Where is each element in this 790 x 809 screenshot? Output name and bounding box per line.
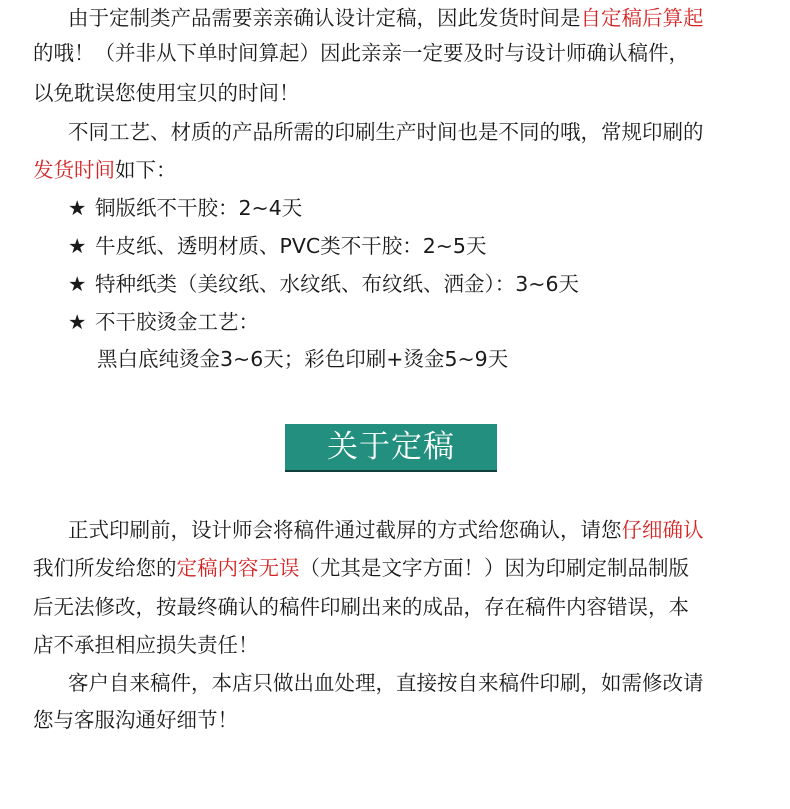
highlight-text: 定稿内容无误 — [176, 556, 300, 580]
shipping-intro-line — [68, 5, 704, 31]
shipping-line: 的哦！（并非从下单时间算起）因此亲亲一定要及时与设计师确认稿件， — [33, 41, 689, 65]
proof-line: 店不承担相应损失责任！ — [33, 633, 259, 657]
star-icon: ★ — [68, 234, 87, 258]
list-subitem: 黑白底纯烫金3~6天；彩色印刷+烫金5~9天 — [97, 347, 509, 371]
highlight-text: 发货时间 — [33, 158, 115, 182]
proof-line: 后无法修改，按最终确认的稿件印刷出来的成品，存在稿件内容错误，本 — [33, 595, 689, 619]
proof-line: 客户自来稿件，本店只做出血处理，直接按自来稿件印刷，如需修改请 — [68, 671, 704, 695]
shipping-line: 不同工艺、材质的产品所需的印刷生产时间也是不同的哦，常规印刷的 — [68, 120, 704, 144]
list-item — [68, 195, 302, 221]
proof-line — [68, 517, 704, 543]
list-item — [68, 309, 259, 335]
shipping-line: 以免耽误您使用宝贝的时间！ — [33, 81, 300, 105]
proof-line: 您与客服沟通好细节！ — [33, 708, 238, 732]
list-item-text: 不干胶烫金工艺： — [95, 310, 259, 334]
text: （尤其是文字方面！）因为印刷定制品制版 — [299, 556, 689, 580]
text: 如下： — [115, 158, 177, 182]
list-item — [68, 271, 579, 297]
text: 由于定制类产品需要亲亲确认设计定稿，因此发货时间是 — [68, 6, 581, 30]
list-item-text: 牛皮纸、透明材质、PVC类不干胶：2~5天 — [95, 234, 487, 258]
highlight-text: 自定稿后算起 — [580, 6, 704, 30]
star-icon: ★ — [68, 196, 87, 220]
list-item-text: 特种纸类（美纹纸、水纹纸、布纹纸、洒金）：3~6天 — [95, 272, 580, 296]
list-item — [68, 233, 486, 259]
proof-line — [33, 555, 689, 581]
list-item-text: 铜版纸不干胶：2~4天 — [95, 196, 303, 220]
star-icon: ★ — [68, 310, 87, 334]
text: 我们所发给您的 — [33, 556, 177, 580]
section-header-about-proof: 关于定稿 — [285, 424, 497, 470]
shipping-line — [33, 157, 177, 183]
star-icon: ★ — [68, 272, 87, 296]
highlight-text: 仔细确认 — [621, 518, 704, 542]
text: 正式印刷前，设计师会将稿件通过截屏的方式给您确认，请您 — [68, 518, 622, 542]
